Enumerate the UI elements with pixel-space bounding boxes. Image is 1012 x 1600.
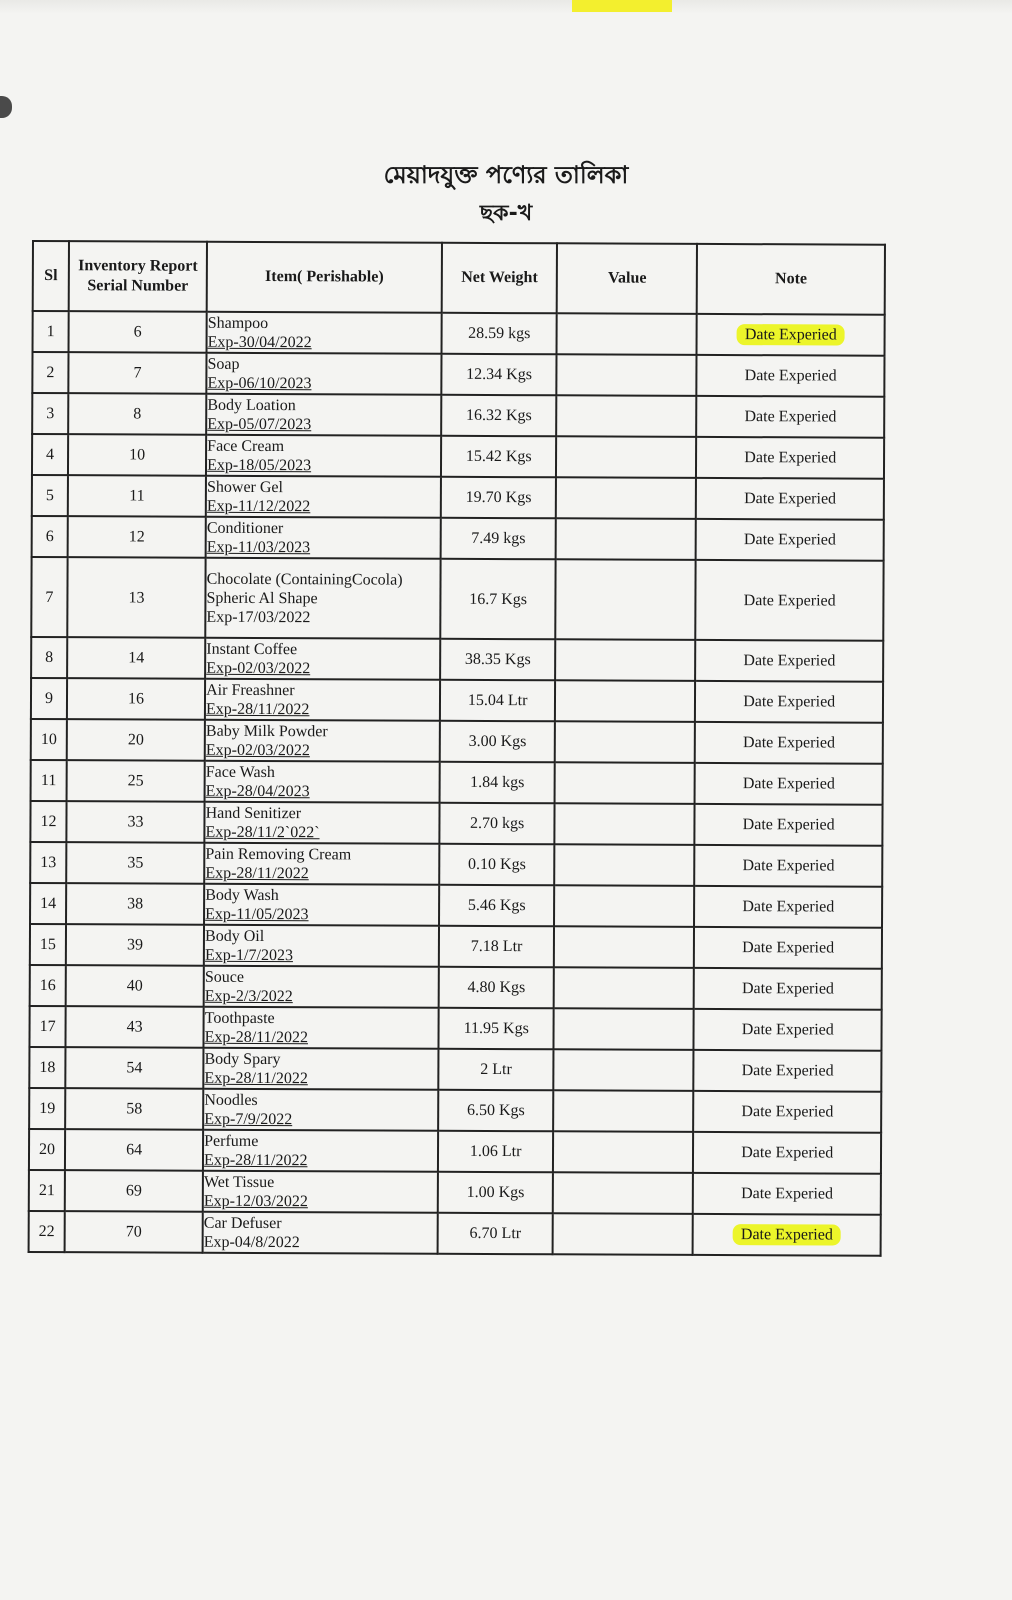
item-name: Body Spary (204, 1050, 281, 1068)
cell-net-weight: 5.46 Kgs (439, 885, 555, 927)
cell-inventory-serial: 38 (66, 883, 204, 925)
cell-value (555, 844, 695, 886)
item-expiry: Exp-06/10/2023 (207, 374, 312, 392)
table-row (32, 352, 884, 397)
cell-note: Date Experied (697, 355, 885, 397)
cell-note (693, 1214, 881, 1256)
table-row (33, 311, 885, 356)
cell-sl: 21 (29, 1170, 65, 1211)
cell-net-weight: 19.70 Kgs (441, 477, 557, 519)
header-item: Item( Perishable) (207, 242, 442, 313)
cell-inventory-serial: 64 (65, 1129, 203, 1171)
cell-item (204, 843, 439, 885)
binder-hole-mark (0, 96, 12, 118)
table-row (29, 1129, 881, 1174)
item-expiry: Exp-12/03/2022 (203, 1192, 308, 1210)
note-text-highlighted: Date Experied (737, 324, 845, 345)
cell-note: Date Experied (696, 437, 884, 479)
table-row (29, 1006, 881, 1051)
cell-item (206, 517, 441, 559)
cell-sl: 19 (29, 1088, 65, 1129)
cell-item (204, 802, 439, 844)
cell-value (553, 1172, 693, 1214)
cell-sl: 22 (29, 1211, 65, 1252)
item-expiry: Exp-28/11/2`022` (205, 823, 320, 841)
cell-net-weight: 1.84 kgs (440, 762, 556, 804)
header-inventory-serial (69, 241, 207, 312)
cell-sl: 12 (30, 801, 66, 842)
cell-value (556, 436, 696, 478)
cell-item (205, 720, 440, 762)
item-name: Car Defuser (203, 1214, 282, 1232)
table-row (29, 1088, 881, 1133)
item-name: Air Freashner (206, 681, 295, 699)
table-row (30, 965, 882, 1010)
cell-sl: 2 (32, 352, 68, 393)
cell-sl: 9 (31, 678, 67, 719)
cell-net-weight: 6.70 Ltr (438, 1213, 554, 1255)
cell-item (203, 1048, 438, 1090)
cell-note: Date Experied (694, 1050, 882, 1092)
cell-inventory-serial: 8 (68, 393, 206, 435)
cell-value (556, 559, 696, 640)
header-inventory-line2: Serial Number (87, 277, 189, 295)
item-name: Toothpaste (204, 1009, 275, 1027)
cell-inventory-serial: 14 (67, 637, 205, 679)
cell-inventory-serial: 54 (65, 1047, 203, 1089)
table-row (30, 924, 882, 969)
document-title: মেয়াদযুক্ত পণ্যের তালিকা (383, 161, 629, 189)
cell-item (203, 1130, 438, 1172)
cell-inventory-serial: 70 (65, 1211, 203, 1253)
item-name: Shampoo (207, 314, 269, 332)
table-row (32, 516, 884, 561)
cell-net-weight: 1.06 Ltr (438, 1131, 554, 1173)
table-row (31, 719, 883, 764)
item-name: Face Cream (207, 437, 285, 455)
cell-net-weight: 38.35 Kgs (440, 639, 556, 681)
yellow-tab-marker (572, 0, 672, 12)
cell-inventory-serial: 33 (66, 801, 204, 843)
table-row (31, 760, 883, 805)
item-expiry: Exp-28/04/2023 (205, 782, 310, 800)
table-row (32, 393, 884, 438)
cell-note: Date Experied (695, 804, 883, 846)
document-subtitle: ছক-খ (479, 201, 533, 226)
cell-item (205, 558, 440, 639)
cell-inventory-serial: 25 (67, 760, 205, 802)
item-expiry: Exp-1/7/2023 (204, 946, 294, 964)
header-inventory-line1: Inventory Report (78, 257, 198, 275)
cell-note: Date Experied (695, 845, 883, 887)
item-name: Noodles (204, 1091, 258, 1109)
cell-sl: 8 (31, 637, 67, 678)
cell-note: Date Experied (696, 640, 884, 682)
item-name: Face Wash (205, 763, 275, 781)
cell-value (555, 721, 695, 763)
cell-note: Date Experied (694, 968, 882, 1010)
cell-value (554, 1049, 694, 1091)
cell-value (554, 885, 694, 927)
item-expiry: Exp-28/11/2022 (204, 1028, 309, 1046)
cell-value (557, 395, 697, 437)
item-expiry: Exp-11/03/2023 (206, 538, 311, 556)
cell-item (204, 1007, 439, 1049)
table-row (31, 557, 883, 641)
cell-value (556, 477, 696, 519)
cell-sl: 1 (33, 311, 69, 352)
cell-net-weight: 2 Ltr (438, 1049, 554, 1091)
cell-net-weight: 15.42 Kgs (441, 436, 557, 478)
cell-sl: 6 (32, 516, 68, 557)
cell-note: Date Experied (694, 927, 882, 969)
cell-inventory-serial: 16 (67, 678, 205, 720)
item-name: Conditioner (206, 519, 284, 537)
cell-sl: 17 (29, 1006, 65, 1047)
cell-inventory-serial: 35 (66, 842, 204, 884)
item-name: Shower Gel (206, 478, 284, 496)
item-expiry: Exp-28/11/2022 (205, 864, 309, 882)
cell-net-weight: 6.50 Kgs (438, 1090, 554, 1132)
item-name: Instant Coffee (206, 640, 298, 658)
cell-inventory-serial: 20 (67, 719, 205, 761)
cell-inventory-serial: 11 (68, 475, 206, 517)
cell-net-weight: 7.18 Ltr (439, 926, 555, 968)
cell-item (206, 394, 441, 436)
cell-item (204, 884, 439, 926)
cell-note: Date Experied (695, 763, 883, 805)
cell-net-weight: 15.04 Ltr (440, 680, 556, 722)
cell-value (555, 639, 695, 681)
cell-net-weight: 12.34 Kgs (441, 354, 557, 396)
item-name: Body Oil (205, 927, 265, 945)
header-value: Value (557, 243, 697, 314)
cell-sl: 16 (30, 965, 66, 1006)
cell-sl: 14 (30, 883, 66, 924)
cell-value (553, 1090, 693, 1132)
item-expiry: Exp-11/05/2023 (205, 905, 309, 923)
item-name-line2: Spheric Al Shape (206, 589, 318, 607)
table-row (31, 637, 883, 682)
cell-inventory-serial: 7 (68, 352, 206, 394)
cell-item (206, 353, 441, 395)
cell-sl: 11 (31, 760, 67, 801)
table-row (29, 1047, 881, 1092)
note-text-highlighted: Date Experied (733, 1224, 841, 1245)
table-row (32, 475, 884, 520)
table-row (29, 1211, 881, 1256)
cell-item (205, 638, 440, 680)
cell-note (697, 314, 885, 356)
cell-net-weight: 4.80 Kgs (439, 967, 555, 1009)
cell-note: Date Experied (696, 560, 884, 641)
cell-item (205, 761, 440, 803)
table-row (29, 1170, 881, 1215)
cell-item (204, 925, 439, 967)
cell-value (554, 1008, 694, 1050)
cell-value (554, 926, 694, 968)
cell-value (555, 680, 695, 722)
cell-net-weight: 16.7 Kgs (440, 559, 556, 640)
cell-sl: 15 (30, 924, 66, 965)
item-name: Body Loation (207, 396, 296, 414)
cell-net-weight: 3.00 Kgs (440, 721, 556, 763)
cell-inventory-serial: 13 (67, 557, 205, 638)
cell-sl: 7 (31, 557, 67, 637)
table-row (30, 883, 882, 928)
item-expiry: Exp-11/12/2022 (206, 497, 311, 515)
header-sl: Sl (33, 241, 69, 311)
item-name: Body Wash (205, 886, 279, 904)
cell-item (205, 679, 440, 721)
cell-item (206, 476, 441, 518)
perishable-items-table (28, 240, 886, 1257)
cell-sl: 20 (29, 1129, 65, 1170)
cell-note: Date Experied (695, 681, 883, 723)
cell-note: Date Experied (694, 886, 882, 928)
item-name: Perfume (204, 1132, 259, 1150)
item-expiry: Exp-28/11/2022 (206, 700, 310, 718)
cell-inventory-serial: 69 (65, 1170, 203, 1212)
item-expiry: Exp-02/03/2022 (206, 659, 311, 677)
item-expiry: Exp-05/07/2023 (207, 415, 312, 433)
cell-sl: 4 (32, 434, 68, 475)
item-expiry: Exp-7/9/2022 (204, 1110, 293, 1128)
cell-note: Date Experied (695, 722, 883, 764)
cell-inventory-serial: 58 (65, 1088, 203, 1130)
cell-note: Date Experied (693, 1173, 881, 1215)
cell-note: Date Experied (696, 478, 884, 520)
item-name: Wet Tissue (203, 1173, 275, 1191)
cell-inventory-serial: 39 (66, 924, 204, 966)
item-name: Soap (207, 355, 240, 373)
cell-value (555, 762, 695, 804)
item-name: Baby Milk Powder (205, 722, 328, 740)
cell-value (556, 518, 696, 560)
cell-inventory-serial: 6 (69, 311, 207, 353)
table-row (32, 434, 884, 479)
cell-item (203, 1089, 438, 1131)
item-expiry: Exp-04/8/2022 (203, 1233, 300, 1251)
cell-item (206, 435, 441, 477)
cell-net-weight: 1.00 Kgs (438, 1172, 554, 1214)
cell-inventory-serial: 43 (66, 1006, 204, 1048)
item-name: Pain Removing Cream (205, 845, 352, 863)
cell-value (557, 354, 697, 396)
cell-sl: 10 (31, 719, 67, 760)
cell-value (557, 313, 697, 355)
cell-item (203, 1212, 438, 1254)
table-row (30, 801, 882, 846)
table-row (30, 842, 882, 887)
cell-net-weight: 0.10 Kgs (439, 844, 555, 886)
cell-note: Date Experied (694, 1009, 882, 1051)
cell-sl: 5 (32, 475, 68, 516)
cell-note: Date Experied (697, 396, 885, 438)
cell-item (207, 312, 442, 354)
cell-note: Date Experied (693, 1132, 881, 1174)
item-expiry: Exp-02/03/2022 (205, 741, 310, 759)
page-top-edge (0, 0, 1012, 14)
cell-value (553, 1213, 693, 1255)
cell-inventory-serial: 10 (68, 434, 206, 476)
cell-sl: 13 (30, 842, 66, 883)
item-expiry: Exp-30/04/2022 (207, 333, 312, 351)
cell-sl: 18 (29, 1047, 65, 1088)
table-row (31, 678, 883, 723)
cell-item (203, 1171, 438, 1213)
cell-net-weight: 11.95 Kgs (438, 1008, 554, 1050)
item-name: Souce (204, 968, 245, 986)
item-expiry: Exp-28/11/2022 (204, 1069, 308, 1087)
cell-value (555, 803, 695, 845)
cell-value (554, 967, 694, 1009)
cell-value (553, 1131, 693, 1173)
cell-inventory-serial: 12 (68, 516, 206, 558)
item-name: Hand Senitizer (205, 804, 302, 822)
cell-net-weight: 2.70 kgs (439, 803, 555, 845)
cell-sl: 3 (32, 393, 68, 434)
item-name: Chocolate (ContainingCocola) (206, 570, 403, 589)
item-expiry: Exp-18/05/2023 (207, 456, 312, 474)
cell-note: Date Experied (696, 519, 884, 561)
cell-inventory-serial: 40 (66, 965, 204, 1007)
header-net-weight: Net Weight (442, 243, 558, 314)
cell-net-weight: 7.49 kgs (441, 518, 557, 560)
cell-item (204, 966, 439, 1008)
item-expiry: Exp-28/11/2022 (204, 1151, 308, 1169)
cell-net-weight: 16.32 Kgs (441, 395, 557, 437)
cell-net-weight: 28.59 kgs (441, 313, 557, 355)
cell-note: Date Experied (694, 1091, 882, 1133)
table-header-row (33, 241, 885, 315)
item-expiry: Exp-2/3/2022 (204, 987, 293, 1005)
item-expiry: Exp-17/03/2022 (206, 608, 311, 626)
header-note: Note (697, 244, 885, 315)
